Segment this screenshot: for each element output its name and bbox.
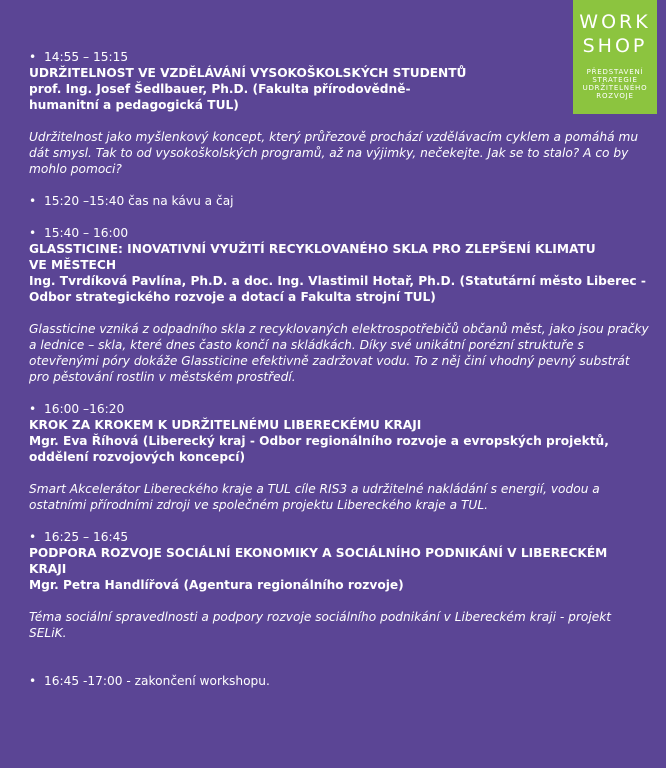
item-speaker: Mgr. Petra Handlířová (Agentura regionálního rozvoje) bbox=[29, 578, 404, 592]
logo-line-work: WORK bbox=[579, 11, 651, 33]
agenda-item-2 bbox=[29, 225, 651, 385]
item-title: KROK ZA KROKEM K UDRŽITELNÉMU LIBERECKÉMU KRAJI bbox=[29, 418, 422, 432]
agenda-item-break bbox=[29, 193, 651, 209]
agenda-item-closing bbox=[29, 673, 651, 689]
bullet: • bbox=[29, 530, 37, 544]
logo-tag-2: STRATEGIE bbox=[592, 76, 638, 84]
logo-tag-1: PŘEDSTAVENÍ bbox=[586, 68, 644, 76]
logo-tag-4: ROZVOJE bbox=[596, 92, 634, 100]
agenda bbox=[29, 49, 651, 689]
item-time: 16:00 –16:20 bbox=[44, 402, 125, 416]
agenda-item-1 bbox=[29, 49, 651, 177]
logo-tag-3: UDRŽITELNÉHO bbox=[582, 84, 648, 92]
item-time: 15:20 –15:40 čas na kávu a čaj bbox=[44, 194, 234, 208]
bullet: • bbox=[29, 402, 37, 416]
agenda-item-3 bbox=[29, 401, 651, 513]
item-description: Udržitelnost jako myšlenkový koncept, který průřezově prochází vzdělávacím cyklem a pomáhá mu dát smysl. Tak to od vysokoškolských programů, až na výjimky, nečekejte. Jak se to stalo? A co by mohlo pomoci? bbox=[29, 130, 639, 176]
item-speaker: Ing. Tvrdíková Pavlína, Ph.D. a doc. Ing. Vlastimil Hotař, Ph.D. (Statutární město Liberec - Odbor strategického rozvoje a dotací a Fakulta strojní TUL) bbox=[29, 274, 646, 304]
item-description: Téma sociální spravedlnosti a podpory rozvoje sociálního podnikání v Libereckém kraji - projekt SELiK. bbox=[29, 610, 612, 640]
item-title: PODPORA ROZVOJE SOCIÁLNÍ EKONOMIKY A SOCIÁLNÍHO PODNIKÁNÍ V LIBERECKÉM KRAJI bbox=[29, 546, 608, 576]
item-description: Glassticine vzniká z odpadního skla z recyklovaných elektrospotřebičů občanů měst, jako jsou pračky a lednice – skla, které dnes často končí na skládkách. Díky své unikátní porézní struktuře s otevřenými póry dokáže Glassticine efektivně zadržovat vodu. To z něj činí vhodný pevný substrát pro pěstování rostlin v městském prostředí. bbox=[29, 322, 649, 384]
bullet: • bbox=[29, 194, 37, 208]
agenda-item-4 bbox=[29, 529, 651, 641]
item-speaker: prof. Ing. Josef Šedlbauer, Ph.D. (Fakulta přírodovědně-humanitní a pedagogická TUL) bbox=[29, 82, 411, 112]
item-time: 16:45 -17:00 - zakončení workshopu. bbox=[44, 674, 270, 688]
item-time: 15:40 – 16:00 bbox=[44, 226, 129, 240]
item-description: Smart Akcelerátor Libereckého kraje a TUL cíle RIS3 a udržitelné nakládání s energií, vodou a ostatními přírodními zdroji ve společném projektu Libereckého kraje a TUL. bbox=[29, 482, 600, 512]
bullet: • bbox=[29, 674, 37, 688]
item-time: 16:25 – 16:45 bbox=[44, 530, 129, 544]
bullet: • bbox=[29, 50, 37, 64]
item-title: GLASSTICINE: INOVATIVNÍ VYUŽITÍ RECYKLOVANÉHO SKLA PRO ZLEPŠENÍ KLIMATU VE MĚSTECH bbox=[29, 242, 596, 272]
item-time: 14:55 – 15:15 bbox=[44, 50, 129, 64]
item-speaker: Mgr. Eva Říhová (Liberecký kraj - Odbor regionálního rozvoje a evropských projektů, oddělení rozvojových koncepcí) bbox=[29, 434, 609, 464]
logo-line-shop: SHOP bbox=[582, 35, 648, 57]
bullet: • bbox=[29, 226, 37, 240]
item-title: UDRŽITELNOST VE VZDĚLÁVÁNÍ VYSOKOŠKOLSKÝCH STUDENTŮ bbox=[29, 66, 467, 80]
